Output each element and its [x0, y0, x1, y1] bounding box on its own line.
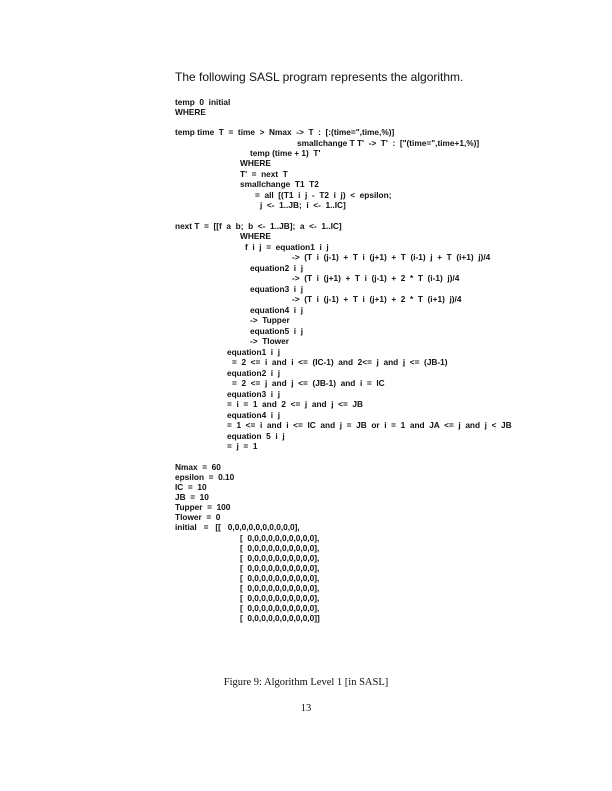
code-line: [ 0,0,0,0,0,0,0,0,0,0], [240, 603, 320, 613]
code-line: next T = [[f a b; b <- 1..JB]; a <- 1..IC] [175, 221, 342, 231]
code-line: = 1 <= i and i <= IC and j = JB or i = 1 and JA <= j and j < JB [227, 420, 512, 430]
code-line: WHERE [240, 158, 271, 168]
code-line: [ 0,0,0,0,0,0,0,0,0,0], [240, 593, 320, 603]
code-line: [ 0,0,0,0,0,0,0,0,0,0], [240, 533, 320, 543]
code-line: equation4 i j [250, 305, 304, 315]
code-line: [ 0,0,0,0,0,0,0,0,0,0], [240, 543, 320, 553]
intro-text: The following SASL program represents the algorithm. [175, 70, 464, 84]
code-line: epsilon = 0.10 [175, 472, 235, 482]
page-number: 13 [300, 703, 312, 714]
code-line: = j = 1 [227, 441, 258, 451]
code-line: equation4 i j [227, 410, 281, 420]
code-line: initial = [[ 0,0,0,0,0,0,0,0,0,0], [175, 522, 300, 532]
code-line: temp time T = time > Nmax -> T : [:(time=",time,%)] [175, 127, 395, 137]
code-line: JB = 10 [175, 492, 209, 502]
code-line: = 2 <= j and j <= (JB-1) and i = IC [232, 378, 385, 388]
code-line: equation 5 i j [227, 431, 285, 441]
code-line: -> Tupper [250, 315, 290, 325]
code-line: temp 0 initial [175, 97, 231, 107]
code-line: -> Tlower [250, 336, 289, 346]
code-line: [ 0,0,0,0,0,0,0,0,0,0]] [240, 613, 320, 623]
code-line: -> (T i (j-1) + T i (j+1) + 2 * T (i+1) j)/4 [292, 294, 462, 304]
code-line: WHERE [240, 231, 271, 241]
code-line: Tupper = 100 [175, 502, 231, 512]
code-line: equation3 i j [250, 284, 304, 294]
code-line: smallchange T T' -> T' : ["(time=",time+1,%)] [297, 138, 480, 148]
code-line: equation3 i j [227, 389, 281, 399]
figure-caption: Figure 9: Algorithm Level 1 [in SASL] [223, 677, 389, 688]
code-line: = all [(T1 i j - T2 i j) < epsilon; [255, 190, 392, 200]
code-line: temp (time + 1) T' [250, 148, 321, 158]
code-line: IC = 10 [175, 482, 207, 492]
code-line: WHERE [175, 107, 206, 117]
code-line: equation2 i j [227, 368, 281, 378]
code-line: -> (T i (j-1) + T i (j+1) + T (i-1) j + T (i+1) j)/4 [292, 252, 491, 262]
code-line: Tlower = 0 [175, 512, 221, 522]
code-line: [ 0,0,0,0,0,0,0,0,0,0], [240, 563, 320, 573]
code-line: T' = next T [240, 169, 288, 179]
code-line: [ 0,0,0,0,0,0,0,0,0,0], [240, 583, 320, 593]
code-line: equation2 i j [250, 263, 304, 273]
code-line: -> (T i (j+1) + T i (j-1) + 2 * T (i-1) j)/4 [292, 273, 460, 283]
code-line: = i = 1 and 2 <= j and j <= JB [227, 399, 364, 409]
code-line: Nmax = 60 [175, 462, 221, 472]
code-line: f i j = equation1 i j [245, 242, 329, 252]
code-line: j <- 1..JB; i <- 1..IC] [260, 200, 346, 210]
code-line: equation5 i j [250, 326, 304, 336]
code-line: [ 0,0,0,0,0,0,0,0,0,0], [240, 573, 320, 583]
code-line: = 2 <= i and i <= (IC-1) and 2<= j and j <= (JB-1) [232, 357, 448, 367]
code-line: smallchange T1 T2 [240, 179, 319, 189]
code-line: equation1 i j [227, 347, 281, 357]
code-line: [ 0,0,0,0,0,0,0,0,0,0], [240, 553, 320, 563]
